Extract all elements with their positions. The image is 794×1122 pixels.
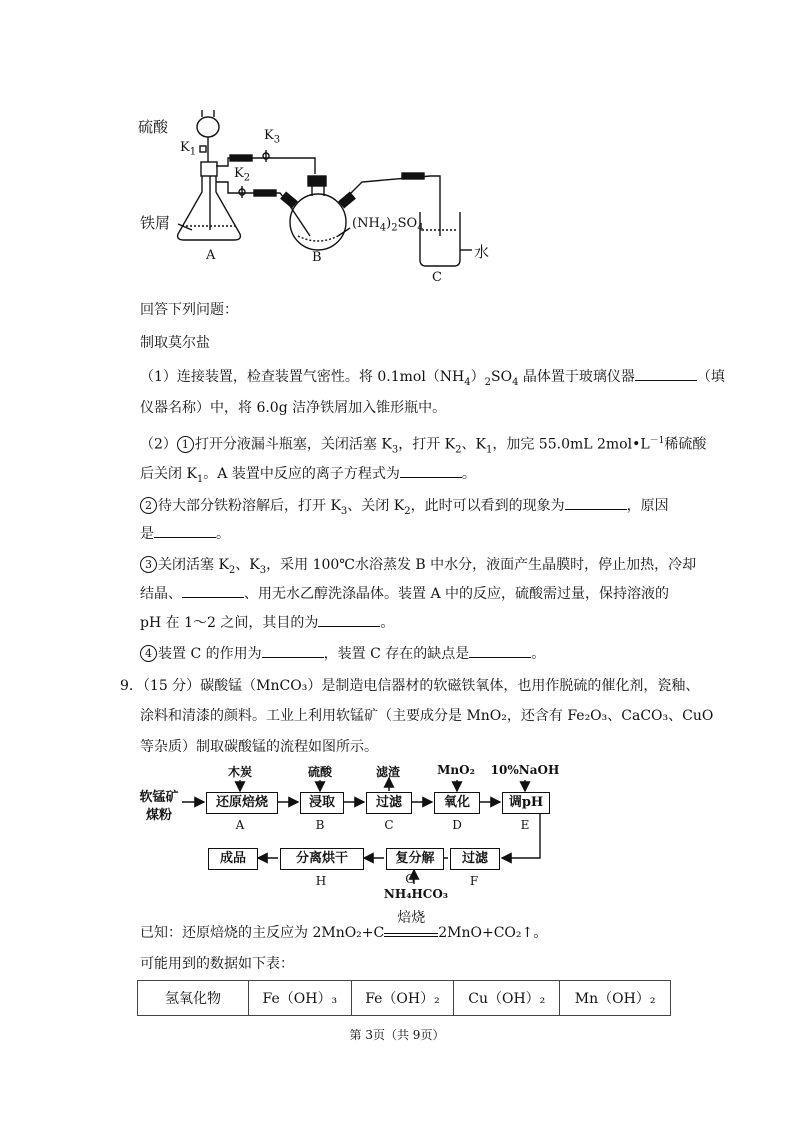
flowchart-arrows <box>130 760 560 910</box>
answer-blank[interactable] <box>318 612 380 627</box>
label-a: A <box>206 248 216 263</box>
table-cell: Fe（OH）₃ <box>249 981 352 1016</box>
q2-line8: 4 装置 C 的作用为 ，装置 C 存在的缺点是 。 <box>140 643 545 664</box>
table-cell: 氢氧化物 <box>138 981 249 1016</box>
process-flowchart <box>130 760 560 910</box>
label-k1: $K_1$ <box>180 140 197 158</box>
apparatus-diagram <box>130 100 490 290</box>
output-filter-residue: 滤渣 <box>375 765 400 779</box>
table-cell: Mn（OH）₂ <box>560 981 671 1016</box>
answer-blank[interactable] <box>262 643 324 658</box>
letter-c: C <box>384 818 394 832</box>
q2-line2: 后关闭 $K_1$。A 装置中反应的离子方程式为 。 <box>140 463 476 490</box>
raw-material-coal: 煤粉 <box>145 808 172 823</box>
letter-d: D <box>452 818 462 832</box>
label-ammonium-sulfate: $(NH_4)_2SO_4$ <box>352 216 424 234</box>
letter-b: B <box>315 818 325 832</box>
data-table-intro: 可能用到的数据如下表： <box>140 956 294 972</box>
q1-line1: （1）连接装置，检查装置气密性。将 $0.1mol(NH_4)_2SO_4$ 晶体置于玻璃仪器 （填 <box>140 366 725 393</box>
label-k2: $K_2$ <box>234 166 251 184</box>
answer-blank[interactable] <box>565 495 627 510</box>
answer-following: 回答下列问题： <box>140 302 238 318</box>
step-separate-dry: 分离烘干 <box>280 848 364 870</box>
q2-line5: 3 关闭活塞 $K_2$、$K_3$，采用 100℃水浴蒸发 B 中水分，液面产生晶膜时，停止加热，冷却 <box>140 555 696 581</box>
q9-line2: 涂料和清漆的颜料。工业上利用软锰矿（主要成分是 MnO₂，还含有 Fe₂O₃、CaCO₃、CuO <box>140 708 714 724</box>
label-acid: 硫酸 <box>138 118 169 136</box>
q2-line4: 是 。 <box>140 523 230 544</box>
answer-blank[interactable] <box>469 643 531 658</box>
step-filtration-1: 过滤 <box>366 792 412 814</box>
step-double-decomposition: 复分解 <box>386 848 444 870</box>
step-filtration-2: 过滤 <box>450 848 500 870</box>
step-adjust-ph: 调pH <box>502 792 550 814</box>
table-row <box>138 981 671 1016</box>
known-reaction: 已知：还原焙烧的主反应为 2MnO₂+C 焙烧 2MnO+CO₂↑。 <box>140 910 548 941</box>
raw-material-ore: 软锰矿 <box>139 790 179 805</box>
q2-line7: pH 在 1～2 之间，其目的为 。 <box>140 612 394 633</box>
answer-blank[interactable] <box>154 523 216 538</box>
reagent-sulfuric-acid: 硫酸 <box>307 765 332 779</box>
q9-line3: 等杂质）制取碳酸锰的流程如图所示。 <box>140 739 378 755</box>
letter-h: H <box>315 874 327 888</box>
label-b: B <box>312 250 322 265</box>
reagent-nh4hco3: NH₄HCO₃ <box>383 887 449 901</box>
answer-blank[interactable] <box>182 583 244 598</box>
step-product: 成品 <box>208 848 258 870</box>
answer-blank[interactable] <box>400 463 462 478</box>
q2-line3: 2 待大部分铁粉溶解后，打开 $K_3$、关闭 $K_2$，此时可以看到的现象为 ，原因 <box>140 495 669 522</box>
letter-a: A <box>235 818 245 832</box>
q2-line6: 结晶、 、用无水乙醇洗涤晶体。装置 A 中的反应，硫酸需过量，保持溶液的 <box>140 583 669 604</box>
prepare-mohr-salt: 制取莫尔盐 <box>140 335 210 351</box>
step-leaching: 浸取 <box>300 792 344 814</box>
table-cell: Fe（OH）₂ <box>351 981 454 1016</box>
label-c: C <box>432 270 442 285</box>
label-iron: 铁屑 <box>140 214 171 232</box>
page-footer: 第 3页（共 9页） <box>349 1028 445 1042</box>
table-cell: Cu（OH）₂ <box>454 981 560 1016</box>
reagent-mno2: MnO₂ <box>437 763 475 777</box>
step-oxidation: 氧化 <box>434 792 480 814</box>
q9-line1: 9．（15 分）碳酸锰（MnCO₃）是制造电信器材的软磁铁氧体，也用作脱硫的催化剂，瓷釉、 <box>120 678 700 694</box>
letter-e: E <box>520 818 530 832</box>
letter-f: F <box>469 874 479 888</box>
q2-line1: （2） 1 打开分液漏斗瓶塞，关闭活塞 $K_3$，打开 $K_2$、$K_1$，加完 55.0mL $2mol•L^{-1}$稀硫酸 <box>140 436 707 456</box>
q1-line2: 仪器名称）中，将 6.0g 洁净铁屑加入锥形瓶中。 <box>140 400 447 416</box>
label-water: 水 <box>474 243 490 261</box>
label-k3: $K_3$ <box>264 128 281 146</box>
reagent-naoh: 10%NaOH <box>490 763 560 777</box>
reaction-condition: 焙烧 <box>384 924 438 937</box>
reagent-charcoal: 木炭 <box>227 765 252 779</box>
answer-blank[interactable] <box>635 366 697 381</box>
apparatus-drawing <box>130 100 490 290</box>
letter-g: G <box>405 872 415 886</box>
step-reduction-roasting: 还原焙烧 <box>206 792 278 814</box>
hydroxide-table <box>137 980 671 1016</box>
